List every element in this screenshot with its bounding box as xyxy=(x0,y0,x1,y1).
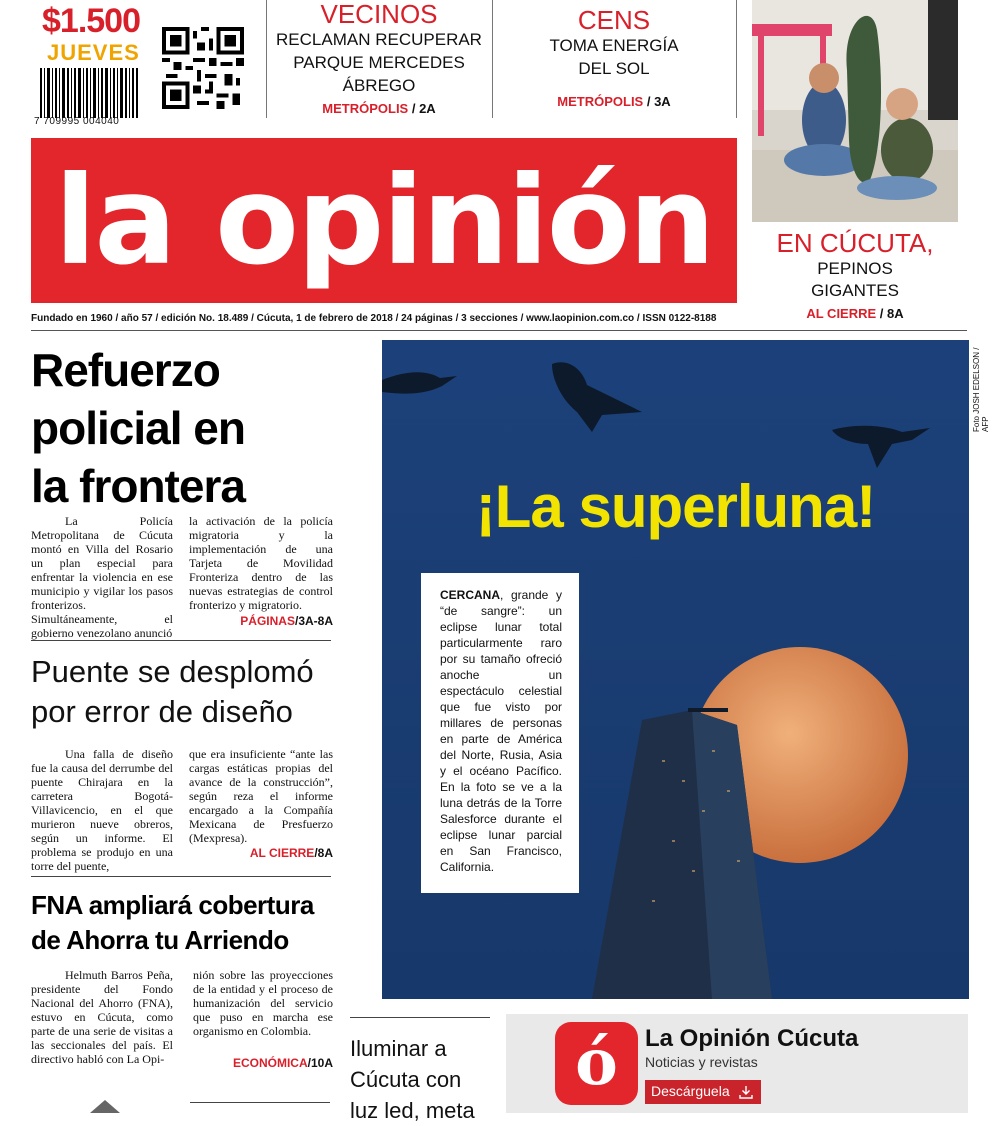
teaser-section: METRÓPOLIS / 3A xyxy=(557,94,671,109)
teaser-line: TOMA ENERGÍA xyxy=(549,36,679,55)
teaser-line: RECLAMAN RECUPERAR xyxy=(276,30,482,49)
story3-headline[interactable]: FNA ampliará cobertura de Ahorra tu Arriendo xyxy=(31,890,314,955)
divider xyxy=(350,1017,490,1018)
download-button[interactable] xyxy=(645,1080,761,1104)
logo: la opinión xyxy=(54,150,714,292)
qr-code xyxy=(162,27,244,109)
main-headline[interactable]: ¡La superluna! xyxy=(475,473,876,540)
divider xyxy=(31,640,331,641)
barcode xyxy=(40,68,138,118)
weekday: JUEVES xyxy=(47,40,140,65)
kids-kicker: EN CÚCUTA, xyxy=(776,228,934,258)
app-subtitle: Noticias y revistas xyxy=(645,1054,758,1070)
kids-cucumber-photo[interactable] xyxy=(752,0,958,222)
app-title: La Opinión Cúcuta xyxy=(645,1025,859,1052)
story2-col2: que era insuficiente “ante las cargas estáticas propias del avance de la construcción”, según reza el informe encargado a la Compañía Mexicana de Presfuerzo (Mexpresa). xyxy=(189,747,333,845)
story2-col1: Una falla de diseño fue la causa del derrumbe del puente Chirajara en la carretera Bogotá-Villavicencio, en el que murieron nueve obreros, según un informe. El problema se produjo en una torre del puente, xyxy=(31,747,173,873)
triangle-icon xyxy=(90,1100,120,1113)
kids-line: PEPINOS xyxy=(817,259,893,278)
divider xyxy=(31,330,967,331)
teaser-kicker: CENS xyxy=(577,5,651,35)
iluminar-teaser[interactable]: Iluminar a Cúcuta con luz led, meta xyxy=(350,1036,475,1123)
kids-section: AL CIERRE / 8A xyxy=(806,306,904,321)
edition-info: Fundado en 1960 / año 57 / edición No. 18.489 / Cúcuta, 1 de febrero de 2018 / 24 páginas / 3 secciones / www.laopinion.com.co / ISSN 0122-8188 xyxy=(31,313,717,324)
story3-col2: nión sobre las proyecciones de la entidad y el proceso de humanización del servicio que puso en marcha ese organismo en Colombia. xyxy=(193,968,333,1038)
story1-headline[interactable]: Refuerzo policial en la frontera xyxy=(31,344,245,512)
story1-section-ref[interactable]: PÁGINAS/3A-8A xyxy=(240,614,333,628)
teaser-cens[interactable] xyxy=(502,0,726,109)
app-icon[interactable] xyxy=(555,1022,638,1105)
teaser-vecinos[interactable] xyxy=(276,0,482,116)
story1-col2: la activación de la policía migratoria y la implementación de una Tarjeta de Movilidad Fronteriza dentro de las nuevas estrategias de control fronterizo y migratorio. xyxy=(189,514,333,612)
price: $1.500 xyxy=(42,2,140,40)
teaser-section: METRÓPOLIS / 2A xyxy=(322,101,436,116)
photo-credit: Foto JOSH EDELSON / AFP xyxy=(972,347,990,432)
story2-section-ref[interactable]: AL CIERRE/8A xyxy=(249,846,333,860)
teaser-line: PARQUE MERCEDES xyxy=(293,53,465,72)
photo-caption: CERCANA, grande y “de sangre”: un eclipse lunar total particularmente raro por su tamaño ofreció anoche un espectáculo celestial que fue visto por millares de personas en parte de América del Norte, Rusia, Asia y el océano Pacífico. En la foto se ve a la luna detrás de la Torre Salesforce durante el eclipse lunar parcial en San Francisco, California. xyxy=(440,588,562,874)
story2-headline[interactable]: Puente se desplomó por error de diseño xyxy=(31,654,314,729)
app-icon-letter: ó xyxy=(575,1025,618,1100)
download-icon xyxy=(739,1085,753,1099)
teaser-kicker: VECINOS xyxy=(320,0,438,29)
masthead xyxy=(31,138,737,303)
teaser-line: ÁBREGO xyxy=(342,76,416,95)
kids-teaser[interactable] xyxy=(752,228,958,321)
teaser-line: DEL SOL xyxy=(578,59,650,78)
barcode-number: 7 709995 004040 xyxy=(34,116,120,127)
divider xyxy=(190,1102,330,1103)
story1-col1: La Policía Metropolitana de Cúcuta montó en Villa del Rosario un plan especial para enfrentar la violencia en ese municipio y vigilar los pasos fronterizos. Simultáneamente, el gobierno venezolano anunció xyxy=(31,514,173,640)
divider xyxy=(31,876,331,877)
story3-col1: Helmuth Barros Peña, presidente del Fondo Nacional del Ahorro (FNA), estuvo en Cúcuta, como parte de una serie de visitas a las seccionales del país. El directivo habló con La Opi- xyxy=(31,968,173,1066)
kids-line: GIGANTES xyxy=(811,281,899,300)
download-button-label: Descárguela xyxy=(651,1083,730,1099)
story3-section-ref[interactable]: ECONÓMICA/10A xyxy=(232,1056,333,1070)
